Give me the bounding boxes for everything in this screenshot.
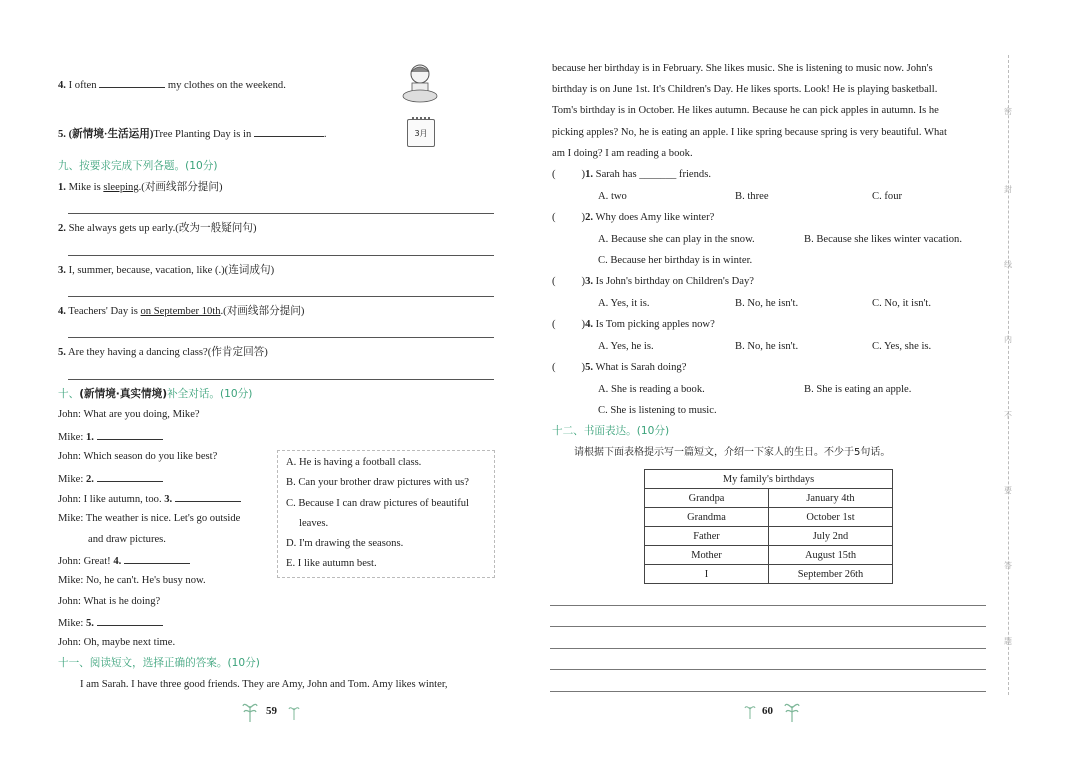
section-12-title: 十二、书面表达。(10分) — [552, 425, 670, 437]
birthday-table — [644, 469, 893, 584]
table-title: My family's birthdays — [645, 470, 893, 489]
option-b: B. Can your brother draw pictures with us? — [286, 477, 469, 488]
q1-option-a[interactable]: A. two — [598, 191, 627, 202]
answer-line[interactable] — [68, 379, 494, 380]
sec9-item-4: 4. Teachers' Day is on September 10th.(对画线部分提问) — [58, 306, 305, 317]
margin-char: 答 — [1004, 561, 1012, 570]
margin-char: 密 — [1004, 107, 1012, 116]
calendar-icon: 3月 — [407, 119, 435, 147]
margin-char: 要 — [1004, 486, 1012, 495]
answer-blank[interactable] — [254, 126, 324, 137]
dialog-line: Mike: 2. — [58, 471, 163, 487]
question-5: 5. (新情境·生活运用)Tree Planting Day is in . — [58, 126, 327, 142]
sec9-item-3: 3. I, summer, because, vacation, like (.)(连词成句) — [58, 265, 275, 276]
writing-line[interactable] — [550, 669, 986, 670]
dialog-line: John: What are you doing, Mike? — [58, 409, 200, 420]
q2-option-b[interactable]: B. Because she likes winter vacation. — [804, 234, 962, 245]
page-number: 60 — [762, 705, 773, 717]
q3-option-a[interactable]: A. Yes, it is. — [598, 298, 650, 309]
section-9-title: 九、按要求完成下列各题。(10分) — [58, 160, 218, 172]
leaf-decoration-icon — [288, 704, 300, 720]
writing-line[interactable] — [550, 648, 986, 649]
q4-option-a[interactable]: A. Yes, he is. — [598, 341, 654, 352]
passage-line: picking apples? No, he is eating an apple. I like spring because spring is very beautiful. What — [552, 127, 947, 138]
q3-option-b[interactable]: B. No, he isn't. — [735, 298, 799, 309]
question-4: 4. I often my clothes on the weekend. — [58, 77, 286, 93]
dialog-line: John: I like autumn, too. 3. — [58, 491, 241, 507]
leaf-decoration-icon — [242, 700, 258, 722]
sec9-item-5: 5. Are they having a dancing class?(作肯定回答) — [58, 347, 268, 358]
q3-option-c[interactable]: C. No, it isn't. — [872, 298, 932, 309]
option-d: D. I'm drawing the seasons. — [286, 538, 404, 549]
dialog-line: Mike: The weather is nice. Let's go outside — [58, 513, 241, 524]
binding-margin-line — [1008, 55, 1009, 695]
q4-option-b[interactable]: B. No, he isn't. — [735, 341, 799, 352]
question-4: ( )4. Is Tom picking apples now? — [552, 319, 715, 330]
question-2: ( )2. Why does Amy like winter? — [552, 212, 715, 223]
calendar-rings — [412, 117, 430, 123]
dialog-line: Mike: 1. — [58, 429, 163, 445]
table-row: Father July 2nd — [645, 527, 893, 546]
dialog-line: John: What is he doing? — [58, 596, 161, 607]
q2-option-a[interactable]: A. Because she can play in the snow. — [598, 234, 755, 245]
dialog-line: Mike: 5. — [58, 615, 163, 631]
passage-line: am I doing? I am reading a book. — [552, 148, 693, 159]
dialog-line: John: Great! 4. — [58, 553, 190, 569]
dialog-blank-2[interactable] — [97, 471, 163, 482]
dialog-blank-5[interactable] — [97, 615, 163, 626]
q1-option-b[interactable]: B. three — [735, 191, 769, 202]
question-1: ( )1. Sarah has _______ friends. — [552, 169, 712, 180]
q5-option-c[interactable]: C. She is listening to music. — [598, 405, 717, 416]
question-3: ( )3. Is John's birthday on Children's Day? — [552, 276, 754, 287]
right-page — [540, 0, 1080, 761]
option-c-cont: leaves. — [299, 518, 329, 529]
answer-line[interactable] — [68, 213, 494, 214]
option-e: E. I like autumn best. — [286, 558, 377, 569]
dialog-blank-4[interactable] — [124, 553, 190, 564]
q2-option-c[interactable]: C. Because her birthday is in winter. — [598, 255, 753, 266]
table-row: Grandma October 1st — [645, 508, 893, 527]
margin-char: 题 — [1004, 637, 1012, 646]
question-5: ( )5. What is Sarah doing? — [552, 362, 687, 373]
passage-line: Tom's birthday is in October. He likes autumn. Because he can pick apples in autumn. Is he — [552, 105, 939, 116]
passage-line: birthday is on June 1st. It's Children's Day. He likes sports. Look! He is playing basketball. — [552, 84, 938, 95]
section-10-title: 十、(新情境·真实情境)补全对话。(10分) — [58, 388, 253, 400]
answer-line[interactable] — [68, 337, 494, 338]
sec9-item-1: 1. Mike is sleeping.(对画线部分提问) — [58, 182, 223, 193]
writing-line[interactable] — [550, 626, 986, 627]
passage-start: I am Sarah. I have three good friends. They are Amy, John and Tom. Amy likes winter, — [80, 679, 448, 690]
table-row: Grandpa January 4th — [645, 489, 893, 508]
q5-option-a[interactable]: A. She is reading a book. — [598, 384, 705, 395]
writing-line[interactable] — [550, 691, 986, 692]
dialog-line: John: Oh, maybe next time. — [58, 637, 176, 648]
option-c: C. Because I can draw pictures of beautiful — [286, 498, 469, 509]
margin-char: 封 — [1004, 185, 1012, 194]
leaf-decoration-icon — [744, 703, 756, 719]
washing-clothes-illustration — [400, 60, 440, 106]
passage-line: because her birthday is in February. She likes music. She is listening to music now. John's — [552, 63, 933, 74]
margin-char: 线 — [1004, 260, 1012, 269]
dialog-line: and draw pictures. — [88, 534, 166, 545]
q4-option-c[interactable]: C. Yes, she is. — [872, 341, 932, 352]
writing-line[interactable] — [550, 605, 986, 606]
sec9-item-2: 2. She always gets up early.(改为一般疑问句) — [58, 223, 257, 234]
page-number: 59 — [266, 705, 277, 717]
answer-line[interactable] — [68, 296, 494, 297]
q1-option-c[interactable]: C. four — [872, 191, 903, 202]
dialog-blank-1[interactable] — [97, 429, 163, 440]
leaf-decoration-icon — [784, 700, 800, 722]
option-a: A. He is having a football class. — [286, 457, 422, 468]
dialog-blank-3[interactable] — [175, 491, 241, 502]
section-11-title: 十一、阅读短文，选择正确的答案。(10分) — [58, 657, 260, 669]
table-title-row — [645, 470, 893, 489]
dialog-line: Mike: No, he can't. He's busy now. — [58, 575, 206, 586]
margin-char: 不 — [1004, 411, 1012, 420]
writing-prompt: 请根据下面表格提示写一篇短文，介绍一下家人的生日。不少于5句话。 — [574, 447, 891, 458]
answer-line[interactable] — [68, 255, 494, 256]
dialog-line: John: Which season do you like best? — [58, 451, 218, 462]
answer-blank[interactable] — [99, 77, 165, 88]
table-row: Mother August 15th — [645, 546, 893, 565]
margin-char: 内 — [1004, 335, 1012, 344]
table-row: I September 26th — [645, 565, 893, 584]
q5-option-b[interactable]: B. She is eating an apple. — [804, 384, 912, 395]
